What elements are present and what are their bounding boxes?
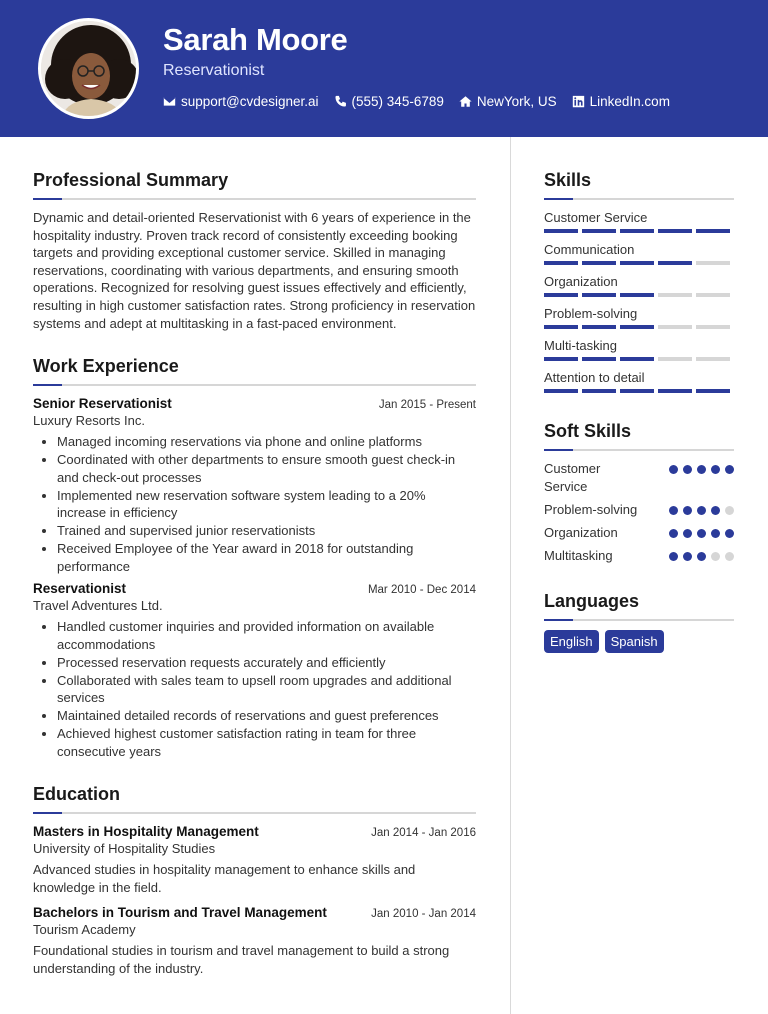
- job-bullets: [33, 433, 476, 575]
- job-bullets: [33, 618, 476, 760]
- skill-level-segment: [658, 389, 692, 393]
- rating-dot: [669, 506, 678, 515]
- skill-item: [544, 210, 734, 233]
- rating-dot: [711, 506, 720, 515]
- soft-skill-rating: [664, 501, 734, 519]
- education-entry: [33, 824, 476, 897]
- skills-list: [544, 210, 734, 393]
- rating-dot: [669, 465, 678, 474]
- column-divider: [510, 137, 511, 1014]
- rating-dot: [697, 465, 706, 474]
- language-tag: English: [544, 630, 599, 653]
- list-item: • Achieved highest customer satisfaction rating in team for three consecutive years: [57, 725, 476, 760]
- skill-level-segment: [544, 261, 578, 265]
- skill-label: Multi-tasking: [544, 338, 617, 353]
- soft-skill-label: Multitasking: [544, 548, 613, 563]
- soft-skill-item: [544, 460, 734, 496]
- contact-phone-text: (555) 345-6789: [351, 94, 444, 109]
- skill-item: [544, 306, 734, 329]
- rating-dot: [683, 552, 692, 561]
- list-item: • Handled customer inquiries and provided information on available accommodations: [57, 618, 476, 653]
- rating-dot: [697, 552, 706, 561]
- skill-level-segment: [696, 325, 730, 329]
- rating-dot: [711, 552, 720, 561]
- soft-skills-list: [544, 460, 734, 565]
- rating-dot: [669, 529, 678, 538]
- skills-heading: Skills: [544, 170, 592, 190]
- rating-dot: [711, 529, 720, 538]
- skill-item: [544, 242, 734, 265]
- job-dates: Jan 2015 - Present: [378, 399, 476, 412]
- skill-level-bar: [544, 229, 734, 233]
- section-rule: [544, 198, 734, 200]
- envelope-icon: [163, 95, 176, 108]
- skill-level-segment: [582, 293, 616, 297]
- skill-level-segment: [544, 357, 578, 361]
- skill-level-bar: [544, 389, 734, 393]
- rating-dot: [711, 465, 720, 474]
- skill-label: Problem-solving: [544, 306, 638, 321]
- degree-title: Masters in Hospitality Management: [33, 824, 259, 840]
- list-item: • Maintained detailed records of reservations and guest preferences: [57, 707, 476, 725]
- summary-section: [33, 170, 476, 332]
- education-heading: Education: [33, 784, 121, 805]
- skill-level-bar: [544, 261, 734, 265]
- section-rule: [544, 449, 734, 451]
- soft-skill-item: [544, 501, 734, 519]
- skill-level-segment: [582, 325, 616, 329]
- skill-level-segment: [696, 229, 730, 233]
- rating-dot: [725, 506, 734, 515]
- sidebar-column: [544, 170, 734, 653]
- section-rule: [33, 812, 476, 814]
- list-item: • Coordinated with other departments to ensure smooth guest check-in and check-out processes: [57, 451, 476, 486]
- skill-label: Attention to detail: [544, 370, 645, 385]
- rating-dot: [669, 552, 678, 561]
- job-dates: Mar 2010 - Dec 2014: [367, 584, 476, 597]
- soft-skill-label: Organization: [544, 525, 618, 540]
- skill-level-segment: [620, 389, 654, 393]
- summary-heading: Professional Summary: [33, 170, 229, 190]
- rating-dot: [697, 506, 706, 515]
- list-item: • Processed reservation requests accurately and efficiently: [57, 654, 476, 672]
- profile-photo: [41, 21, 139, 119]
- skill-level-segment: [582, 389, 616, 393]
- language-tag: Spanish: [605, 630, 664, 653]
- education-section: [33, 784, 476, 978]
- contact-linkedin[interactable]: [572, 94, 670, 109]
- main-column: [33, 170, 476, 978]
- section-rule: [33, 384, 476, 386]
- skill-level-segment: [658, 293, 692, 297]
- skill-level-bar: [544, 357, 734, 361]
- skill-level-bar: [544, 293, 734, 297]
- skill-level-segment: [696, 357, 730, 361]
- skill-level-segment: [696, 293, 730, 297]
- skill-level-segment: [658, 261, 692, 265]
- skill-level-bar: [544, 325, 734, 329]
- contact-location-text: NewYork, US: [476, 94, 557, 109]
- contact-location[interactable]: [459, 94, 557, 109]
- header-banner: [0, 0, 768, 137]
- soft-skills-heading: Soft Skills: [544, 421, 632, 441]
- skill-level-segment: [620, 293, 654, 297]
- experience-heading: Work Experience: [33, 356, 179, 377]
- skill-level-segment: [658, 357, 692, 361]
- soft-skill-rating: [664, 524, 734, 542]
- contact-bar: [163, 94, 685, 109]
- language-tags: [544, 630, 734, 653]
- skill-level-segment: [544, 229, 578, 233]
- skill-level-segment: [544, 325, 578, 329]
- skill-level-segment: [696, 389, 730, 393]
- phone-icon: [334, 95, 347, 108]
- degree-title: Bachelors in Tourism and Travel Management: [33, 905, 327, 921]
- rating-dot: [725, 529, 734, 538]
- skill-item: [544, 274, 734, 297]
- skill-level-segment: [582, 261, 616, 265]
- languages-heading: Languages: [544, 591, 640, 611]
- skill-level-segment: [620, 325, 654, 329]
- job-entry: [33, 581, 476, 760]
- home-icon: [459, 95, 472, 108]
- soft-skills-section: [544, 421, 734, 565]
- list-item: • Collaborated with sales team to upsell room upgrades and additional services: [57, 672, 476, 707]
- skill-level-segment: [620, 357, 654, 361]
- skill-item: [544, 370, 734, 393]
- skill-level-segment: [658, 229, 692, 233]
- degree-description: Foundational studies in tourism and travel management to build a strong understanding of the industry.: [33, 943, 450, 977]
- skill-label: Customer Service: [544, 210, 648, 225]
- avatar: [38, 18, 139, 119]
- section-rule: [544, 619, 734, 621]
- school-name: University of Hospitality Studies: [33, 841, 216, 857]
- soft-skill-item: [544, 524, 734, 542]
- degree-dates: Jan 2014 - Jan 2016: [371, 827, 476, 840]
- soft-skill-item: [544, 547, 734, 565]
- skill-level-segment: [658, 325, 692, 329]
- skill-level-segment: [620, 229, 654, 233]
- job-title: Senior Reservationist: [33, 396, 172, 412]
- school-name: Tourism Academy: [33, 922, 136, 938]
- rating-dot: [725, 465, 734, 474]
- job-company: Luxury Resorts Inc.: [33, 413, 145, 429]
- contact-email[interactable]: [163, 94, 319, 109]
- education-entry: [33, 905, 476, 978]
- rating-dot: [725, 552, 734, 561]
- rating-dot: [683, 506, 692, 515]
- skill-level-segment: [544, 293, 578, 297]
- skill-level-segment: [696, 261, 730, 265]
- candidate-title: Reservationist: [163, 62, 265, 79]
- languages-section: [544, 591, 734, 653]
- skills-section: [544, 170, 734, 393]
- skill-label: Communication: [544, 242, 635, 257]
- soft-skill-rating: [664, 460, 734, 496]
- rating-dot: [697, 529, 706, 538]
- skill-level-segment: [582, 229, 616, 233]
- section-rule: [33, 198, 476, 200]
- rating-dot: [683, 465, 692, 474]
- job-company: Travel Adventures Ltd.: [33, 598, 163, 614]
- linkedin-icon: [572, 95, 585, 108]
- contact-linkedin-text: LinkedIn.com: [589, 94, 670, 109]
- soft-skill-rating: [664, 547, 734, 565]
- contact-email-text: support@cvdesigner.ai: [181, 94, 319, 109]
- skill-label: Organization: [544, 274, 618, 289]
- contact-phone[interactable]: [334, 94, 444, 109]
- skill-level-segment: [544, 389, 578, 393]
- skill-level-segment: [582, 357, 616, 361]
- skill-level-segment: [620, 261, 654, 265]
- degree-dates: Jan 2010 - Jan 2014: [371, 908, 476, 921]
- list-item: • Implemented new reservation software system leading to a 20% increase in efficiency: [57, 487, 476, 522]
- list-item: • Managed incoming reservations via phone and online platforms: [57, 433, 476, 451]
- job-entry: [33, 396, 476, 575]
- rating-dot: [683, 529, 692, 538]
- candidate-name: Sarah Moore: [163, 22, 348, 57]
- skill-item: [544, 338, 734, 361]
- summary-text: Dynamic and detail-oriented Reservationist with 6 years of experience in the hospitality industry. Proven track record of consistently exceeding booking targets and providing exceptional customer service. Skilled in managing reservations, coordinating with various departments, and ensuring smooth operations. Recognized for resolving guest issues effectively and efficiently, resulting in high customer satisfaction rates. Strong proficiency in reservation systems and adept at multitasking in a fast-paced environment.: [33, 210, 476, 331]
- list-item: • Trained and supervised junior reservationists: [57, 522, 476, 540]
- degree-description: Advanced studies in hospitality management to enhance skills and knowledge in the field.: [33, 862, 416, 896]
- soft-skill-label: Problem-solving: [544, 502, 638, 517]
- list-item: • Received Employee of the Year award in 2018 for outstanding performance: [57, 540, 476, 575]
- job-title: Reservationist: [33, 581, 127, 597]
- experience-section: [33, 356, 476, 760]
- soft-skill-label: Customer Service: [544, 461, 601, 494]
